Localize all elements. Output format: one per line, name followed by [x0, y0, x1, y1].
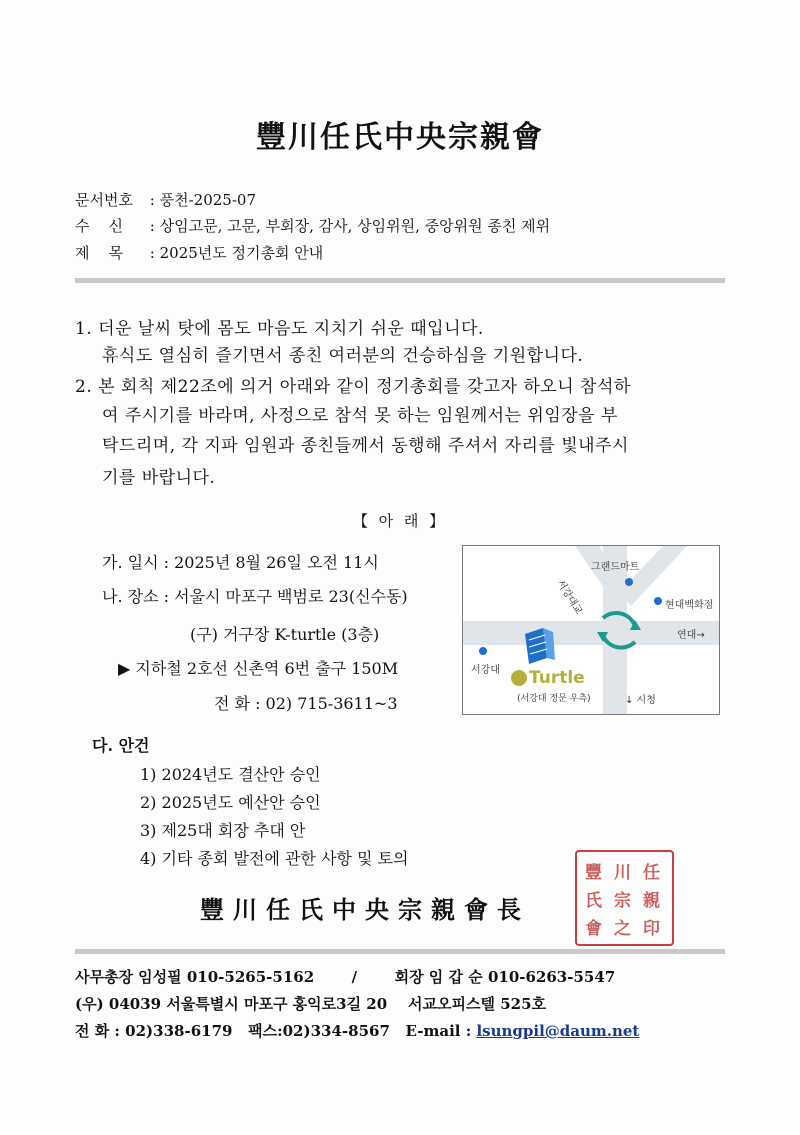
- para2-line3: 탁드리며, 각 지파 임원과 종친들께서 동행해 주셔서 자리를 빛내주시: [102, 436, 629, 456]
- location-map: [462, 545, 720, 715]
- para2-line2: 여 주시기를 바라며, 사정으로 참석 못 하는 임원께서는 위임장을 부: [102, 406, 618, 426]
- footer-address: (우) 04039 서울특별시 마포구 홍익로3길 20 서교오피스텔 525호: [75, 995, 547, 1013]
- para2-number: 2.: [75, 377, 93, 397]
- seal-char: 宗: [614, 891, 631, 911]
- seal-char: 會: [585, 919, 602, 939]
- meta-recipients: [75, 215, 550, 236]
- agenda-item: 1) 2024년도 결산안 승인: [140, 765, 321, 784]
- map-label-cityhall: ↓ 시청: [625, 695, 656, 706]
- detail-place: 나. 장소 : 서울시 마포구 백범로 23(신수동): [102, 587, 408, 606]
- map-marker-grandmart: [625, 578, 633, 586]
- meta-label: 제 목: [75, 244, 124, 262]
- map-label-sogang-bridge: 서강대교: [554, 578, 585, 617]
- divider-bottom: [75, 949, 725, 954]
- seal-char: 印: [643, 919, 660, 939]
- meta-label: 문서번호: [75, 191, 133, 209]
- map-label-turtle-sub: (서강대 정문 우측): [517, 694, 591, 704]
- meta-sep: :: [149, 217, 155, 235]
- footer-secretary: 사무총장 임성필 010-5265-5162: [75, 968, 315, 986]
- footer-email-link[interactable]: lsungpil@daum.net: [476, 1022, 640, 1040]
- meta-value: 상임고문, 고문, 부회장, 감사, 상임위원, 중앙위원 종친 제위: [159, 217, 551, 235]
- detail-place-building: (구) 거구장 K-turtle (3층): [190, 625, 380, 644]
- meta-value: 2025년도 정기총회 안내: [159, 244, 324, 262]
- para1-number: 1.: [75, 319, 93, 339]
- map-label-yonsei: 연대→: [677, 630, 705, 641]
- notice-header: 【 아 래 】: [352, 512, 448, 530]
- map-marker-sogang: [479, 647, 487, 655]
- map-label-hyundai: 현대백화점: [665, 600, 714, 611]
- detail-phone: 전 화 : 02) 715-3611~3: [214, 694, 398, 713]
- seal-char: 豐: [585, 863, 602, 883]
- para2-line1: [75, 372, 631, 397]
- para2-line4: 기를 바랍니다.: [102, 468, 216, 488]
- footer-separator: /: [351, 968, 358, 986]
- agenda-item: 2) 2025년도 예산안 승인: [140, 793, 321, 812]
- footer-phone-fax-text: 전 화 : 02)338-6179 팩스:02)334-8567 E-mail :: [75, 1022, 477, 1040]
- para2-text: 본 회칙 제22조에 의거 아래와 같이 정기총회를 갖고자 하오니 참석하: [98, 377, 631, 397]
- document-title: 豐川任氏中央宗親會: [256, 120, 544, 155]
- seal-char: 任: [643, 863, 660, 883]
- map-marker-hyundai: [654, 597, 662, 605]
- signature: 豐川任氏中央宗親會長: [200, 895, 530, 924]
- seal-char: 氏: [585, 891, 602, 911]
- meta-label: 수 신: [75, 217, 124, 235]
- para1-line2: 휴식도 열심히 즐기면서 종친 여러분의 건승하심을 기원합니다.: [102, 346, 584, 366]
- meta-sep: :: [149, 191, 155, 209]
- map-label-sogang: 서강대: [471, 665, 500, 676]
- seal-char: 親: [643, 891, 660, 911]
- meta-doc-number: [75, 189, 256, 210]
- official-seal: [575, 850, 674, 946]
- map-label-grandmart: 그랜드마트: [591, 562, 640, 573]
- map-building-icon: [525, 628, 555, 664]
- para1-text: 더운 날씨 탓에 몸도 마음도 지치기 쉬운 때입니다.: [98, 319, 484, 339]
- agenda-title: 다. 안건: [92, 736, 150, 755]
- detail-subway: ▶ 지하철 2호선 신촌역 6번 출구 150M: [118, 659, 399, 678]
- footer-president: 회장 임 갑 순 010-6263-5547: [394, 968, 616, 986]
- map-label-turtle: Turtle: [529, 668, 585, 688]
- meta-value: 풍천-2025-07: [159, 191, 257, 209]
- seal-char: 川: [614, 863, 631, 883]
- detail-date: 가. 일시 : 2025년 8월 26일 오전 11시: [102, 553, 379, 572]
- agenda-item: 4) 기타 종회 발전에 관한 사항 및 토의: [140, 849, 409, 868]
- divider-top: [75, 278, 725, 283]
- footer-contacts: [75, 966, 615, 987]
- para1-line1: [75, 314, 484, 339]
- footer-phone-fax: [75, 1020, 639, 1041]
- map-turtle-logo: [511, 670, 527, 686]
- meta-sep: :: [149, 244, 155, 262]
- seal-char: 之: [614, 919, 631, 939]
- agenda-item: 3) 제25대 회장 추대 안: [140, 821, 306, 840]
- meta-subject: [75, 242, 323, 263]
